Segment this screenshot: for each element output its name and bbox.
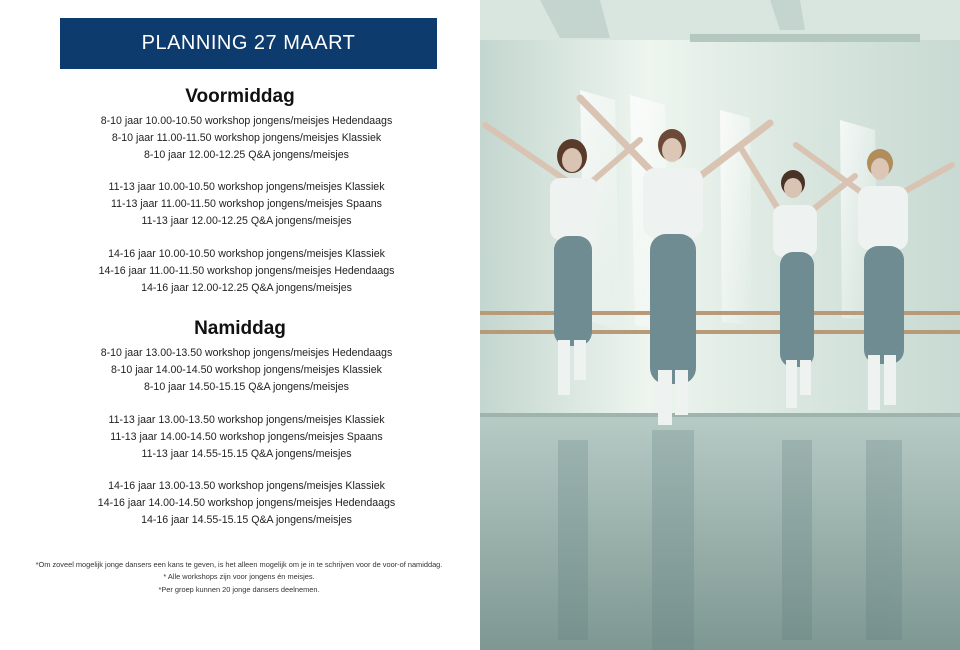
ballet-studio-illustration	[480, 0, 960, 650]
schedule-line: 11-13 jaar 11.00-11.50 workshop jongens/meisjes Spaans	[111, 197, 382, 210]
schedule-line: 11-13 jaar 14.00-14.50 workshop jongens/meisjes Spaans	[110, 430, 383, 443]
schedule-line: 14-16 jaar 10.00-10.50 workshop jongens/meisjes Klassiek	[108, 248, 385, 260]
schedule-line: 11-13 jaar 12.00-12.25 Q&A jongens/meisjes	[141, 214, 352, 227]
schedule-line: 11-13 jaar 10.00-10.50 workshop jongens/meisjes Klassiek	[108, 181, 385, 193]
schedule-line: 14-16 jaar 13.00-13.50 workshop jongens/meisjes Klassiek	[108, 480, 385, 492]
schedule-line: 11-13 jaar 13.00-13.50 workshop jongens/meisjes Klassiek	[108, 414, 385, 426]
schedule-line: 8-10 jaar 14.00-14.50 workshop jongens/meisjes Klassiek	[111, 363, 382, 376]
page-title: PLANNING 27 MAART	[60, 18, 437, 69]
schedule-line: 11-13 jaar 14.55-15.15 Q&A jongens/meisjes	[141, 447, 352, 460]
schedule-line: 8-10 jaar 13.00-13.50 workshop jongens/meisjes Hedendaags	[100, 347, 393, 359]
schedule-line: 8-10 jaar 10.00-10.50 workshop jongens/meisjes Hedendaags	[100, 115, 393, 127]
schedule-line: 14-16 jaar 12.00-12.25 Q&A jongens/meisjes	[141, 281, 352, 294]
floor-edge	[480, 413, 960, 417]
morning-group-8-10	[0, 113, 493, 163]
afternoon-group-8-10	[0, 345, 493, 395]
schedule-line: 14-16 jaar 14.00-14.50 workshop jongens/meisjes Hedendaags	[97, 496, 396, 509]
morning-group-11-13	[0, 179, 493, 229]
afternoon-group-14-16	[0, 478, 493, 528]
afternoon-group-11-13	[0, 412, 493, 462]
schedule-line: 8-10 jaar 11.00-11.50 workshop jongens/meisjes Klassiek	[111, 131, 382, 144]
morning-group-14-16	[0, 246, 493, 296]
afternoon-heading: Namiddag	[194, 318, 286, 339]
schedule-line: 8-10 jaar 12.00-12.25 Q&A jongens/meisjes	[144, 148, 349, 161]
ceiling-rail	[690, 34, 920, 42]
dancers-photo	[480, 0, 960, 650]
footnotes	[0, 559, 478, 596]
morning-heading: Voormiddag	[185, 86, 295, 107]
footnote: *Per groep kunnen 20 jonge dansers deelnemen.	[158, 584, 320, 594]
schedule-line: 8-10 jaar 14.50-15.15 Q&A jongens/meisjes	[144, 380, 349, 393]
footnote: *Om zoveel mogelijk jonge dansers een kans te geven, is het alleen mogelijk om je in te schrijven voor de voor-of namiddag.	[35, 560, 443, 569]
schedule-line: 14-16 jaar 11.00-11.50 workshop jongens/meisjes Hedendaags	[98, 264, 395, 277]
footnote: * Alle workshops zijn voor jongens én meisjes.	[163, 572, 315, 582]
schedule-line: 14-16 jaar 14.55-15.15 Q&A jongens/meisjes	[141, 513, 352, 526]
